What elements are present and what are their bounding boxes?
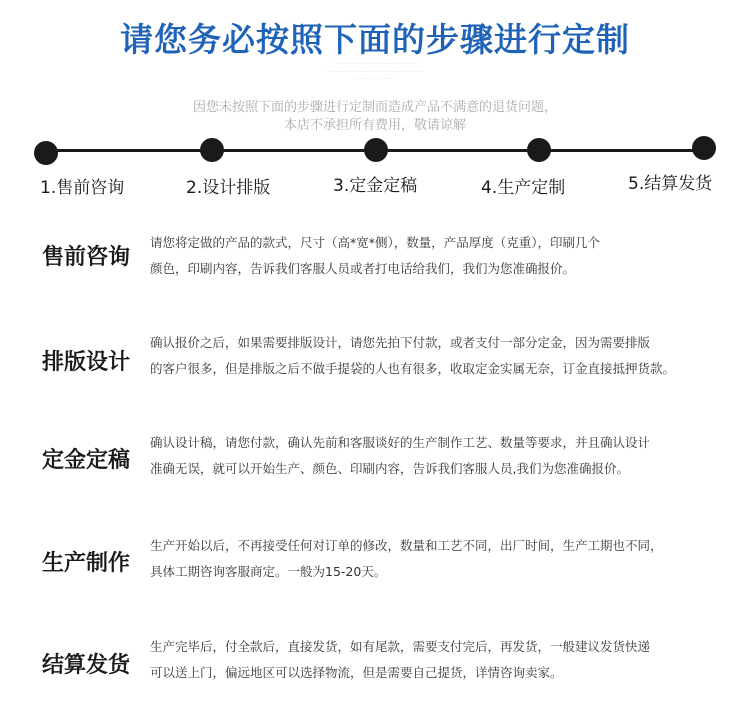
text-line: 确认报价之后，如果需要排版设计，请您先拍下付款，或者支付一部分定金，因为需要排版 (150, 335, 651, 350)
section-title: 生产制作 (42, 551, 131, 576)
text-line: 请您将定做的产品的款式，尺寸（高*宽*侧），数量，产品厚度（克重），印刷几个 (150, 235, 601, 250)
notice-line: 因您未按照下面的步骤进行定制而造成产品不满意的退货问题， (192, 100, 557, 115)
section-text (150, 533, 740, 585)
text-line: 可以送上门，偏远地区可以选择物流，但是需要自己提货，详情咨询卖家。 (150, 665, 563, 680)
step-label: 1.售前咨询 (40, 178, 125, 198)
timeline-dot (364, 138, 388, 162)
section-text (150, 330, 740, 382)
section-text (150, 430, 740, 482)
text-line: 生产开始以后，不再接受任何对订单的修改，数量和工艺不同，出厂时间，生产工期也不同， (150, 538, 663, 553)
step-label: 2.设计排版 (186, 178, 271, 198)
timeline-dot (692, 136, 716, 160)
text-line: 确认设计稿，请您付款，确认先前和客服谈好的生产制作工艺、数量等要求，并且确认设计 (150, 435, 651, 450)
section-title: 结算发货 (42, 653, 131, 678)
notice-line: 本店不承担所有费用，敬请谅解 (283, 118, 466, 133)
timeline-dot (34, 141, 58, 165)
step-label: 3.定金定稿 (333, 176, 418, 196)
section-title: 排版设计 (42, 350, 131, 375)
decorative-text-line: ···· ····· ··· ···· ·· ···· ····· (354, 77, 396, 81)
text-line: 颜色，印刷内容，告诉我们客服人员或者打电话给我们，我们为您准确报价。 (150, 261, 576, 276)
step-label: 4.生产定制 (481, 178, 566, 198)
text-line: 具体工期咨询客服商定。一般为15-20天。 (150, 564, 387, 579)
section-title: 售前咨询 (42, 245, 131, 270)
text-line: 的客户很多，但是排版之后不做手提袋的人也有很多，收取定金实属无奈，订金直接抵押货款。 (150, 361, 676, 376)
timeline-dot (200, 138, 224, 162)
section-text (150, 230, 740, 282)
timeline-dot (527, 138, 551, 162)
step-label: 5.结算发货 (628, 174, 713, 194)
decorative-text-line: ··· ···· ··· ·· ······ ···· ··· ····· ···· ···· ·· ···· ··· ······ (333, 62, 417, 66)
decorative-text-line: ··· ···· ······ ··· ·· ····· ···· ··· ··· ····· ··· ······ ···· ·· ··· ····· (326, 70, 424, 74)
text-line: 生产完毕后，付全款后，直接发货，如有尾款，需要支付完后，再发货，一般建议发货快递 (150, 639, 651, 654)
text-line: 准确无误，就可以开始生产、颜色、印刷内容，告诉我们客服人员,我们为您准确报价。 (150, 461, 629, 476)
page-title: 请您务必按照下面的步骤进行定制 (120, 20, 630, 59)
section-title: 定金定稿 (42, 448, 131, 473)
section-text (150, 634, 740, 686)
